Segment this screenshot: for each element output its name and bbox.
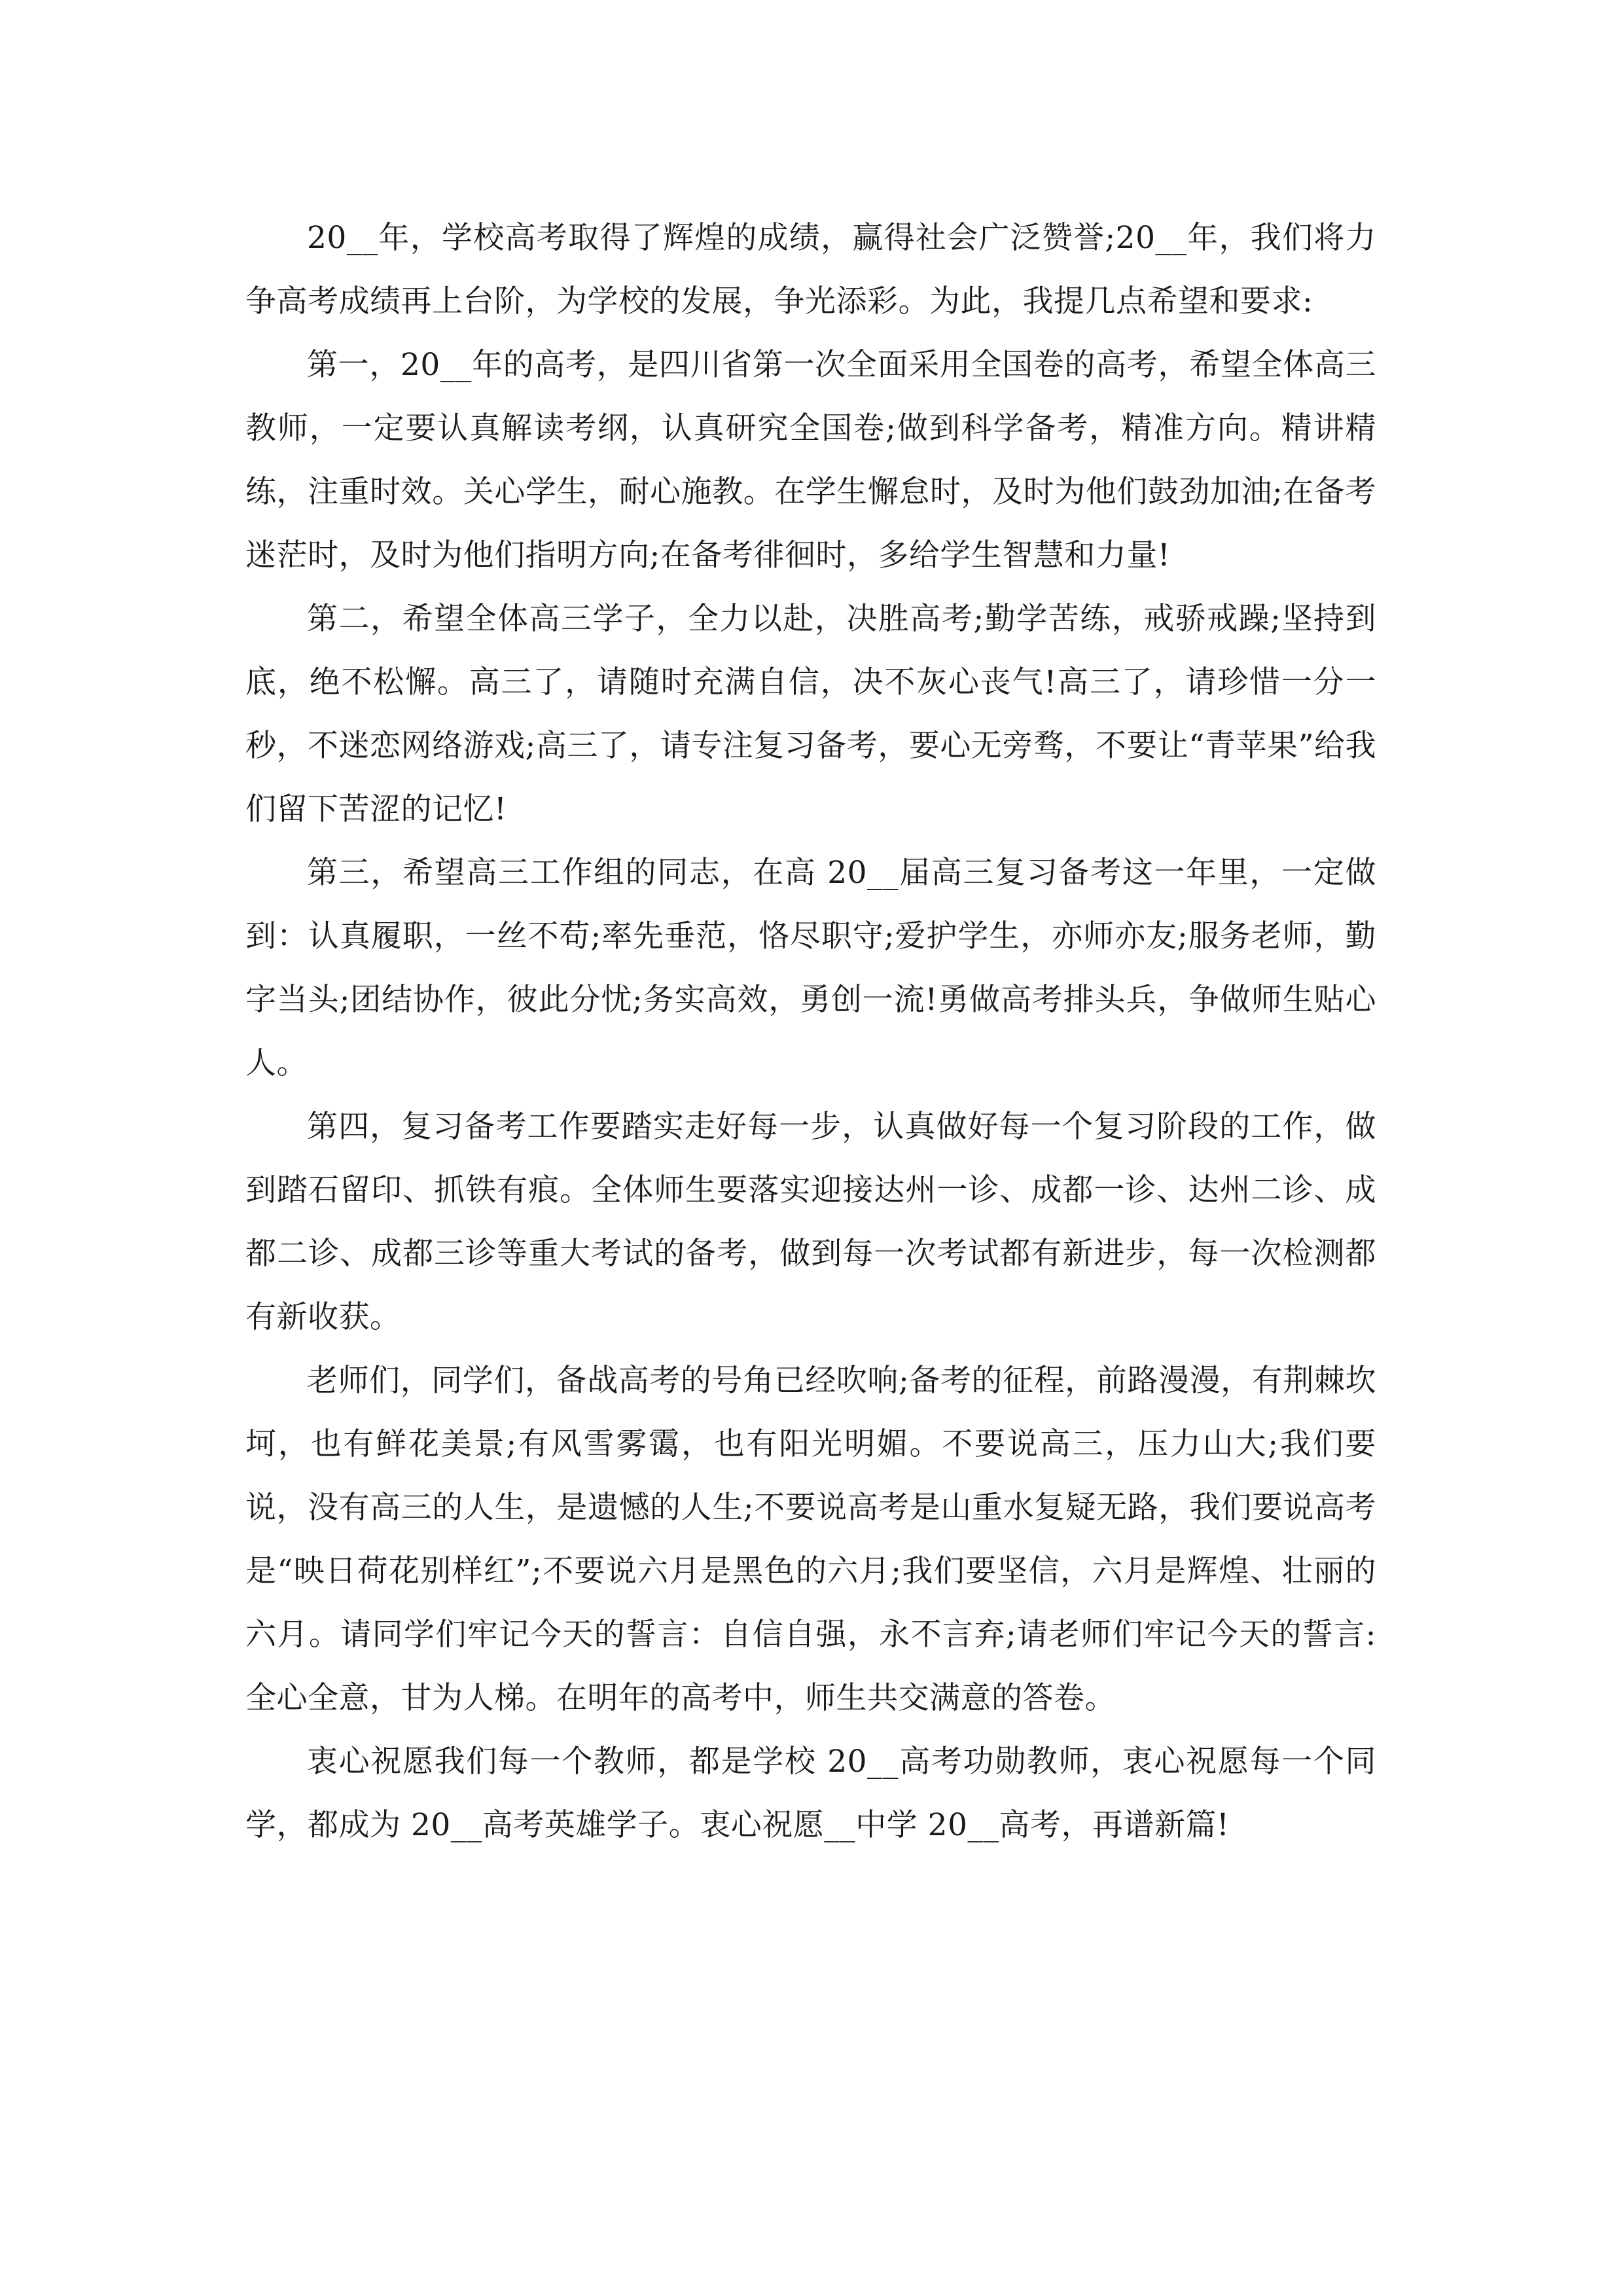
paragraph-second: 第二，希望全体高三学子，全力以赴，决胜高考;勤学苦练，戒骄戒躁;坚持到底，绝不松懈。高三了，请随时充满自信，决不灰心丧气!高三了，请珍惜一分一秒，不迷恋网络游戏;高三了，请专注复习备考，要心无旁骛，不要让“青苹果”给我们留下苦涩的记忆! xyxy=(245,601,1376,827)
paragraph-call-to-action: 老师们，同学们，备战高考的号角已经吹响;备考的征程，前路漫漫，有荆棘坎坷，也有鲜花美景;有风雪雾霭，也有阳光明媚。不要说高三，压力山大;我们要说，没有高三的人生，是遗憾的人生;不要说高考是山重水复疑无路，我们要说高考是“映日荷花别样红”;不要说六月是黑色的六月;我们要坚信，六月是辉煌、壮丽的六月。请同学们牢记今天的誓言：自信自强，永不言弃;请老师们牢记今天的誓言: 全心全意，甘为人梯。在明年的高考中，师生共交满意的答卷。 xyxy=(245,1363,1376,1716)
paragraph-fourth: 第四，复习备考工作要踏实走好每一步，认真做好每一个复习阶段的工作，做到踏石留印、抓铁有痕。全体师生要落实迎接达州一诊、成都一诊、达州二诊、成都二诊、成都三诊等重大考试的备考，做到每一次考试都有新进步，每一次检测都有新收获。 xyxy=(245,1109,1376,1335)
paragraph-closing-wishes: 衷心祝愿我们每一个教师，都是学校 20__高考功勋教师，衷心祝愿每一个同学，都成为 20__高考英雄学子。衷心祝愿__中学 20__高考，再谱新篇! xyxy=(245,1744,1376,1843)
paragraph-first: 第一，20__年的高考，是四川省第一次全面采用全国卷的高考，希望全体高三教师，一定要认真解读考纲，认真研究全国卷;做到科学备考，精准方向。精讲精练，注重时效。关心学生，耐心施教。在学生懈怠时，及时为他们鼓劲加油;在备考迷茫时，及时为他们指明方向;在备考徘徊时，多给学生智慧和力量! xyxy=(245,347,1376,573)
paragraph-intro: 20__年，学校高考取得了辉煌的成绩，赢得社会广泛赞誉;20__年，我们将力争高考成绩再上台阶，为学校的发展，争光添彩。为此，我提几点希望和要求: xyxy=(245,220,1376,319)
document-body xyxy=(245,206,1376,1857)
paragraph-third: 第三，希望高三工作组的同志，在高 20__届高三复习备考这一年里，一定做到：认真履职，一丝不苟;率先垂范，恪尽职守;爱护学生，亦师亦友;服务老师，勤字当头;团结协作，彼此分忧;务实高效，勇创一流!勇做高考排头兵，争做师生贴心人。 xyxy=(245,855,1376,1081)
